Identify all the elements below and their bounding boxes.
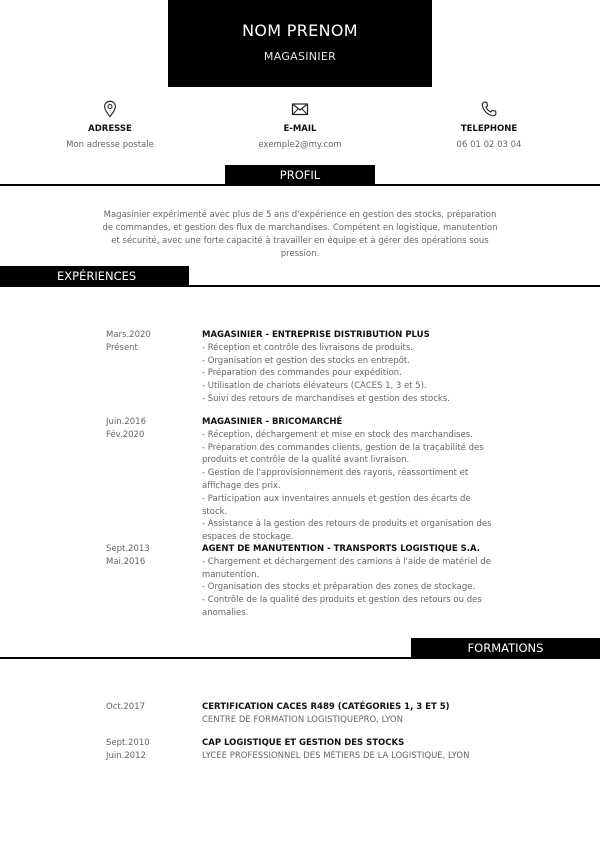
- date-start: Sept.2010: [106, 738, 150, 748]
- experience-task: - Participation aux inventaires annuels et gestion des écarts de stock.: [202, 493, 471, 517]
- section-divider: [0, 184, 600, 186]
- experience-task: - Utilisation de chariots élévateurs (CACES 1, 3 et 5).: [202, 381, 427, 392]
- job-title: MAGASINIER: [263, 50, 337, 63]
- date-end: Présent: [106, 342, 138, 353]
- contact-value: exemple2@my.com: [258, 140, 342, 150]
- contact-label: TELEPHONE: [460, 124, 518, 134]
- phone-icon: [480, 100, 498, 118]
- experience-task: - Chargement et déchargement des camions à l'aide de matériel de manutention.: [202, 556, 491, 580]
- date-end: Juin.2012: [106, 750, 146, 761]
- formation-body: [202, 701, 494, 727]
- experience-body: [202, 543, 494, 620]
- experience-title: MAGASINIER - ENTREPRISE DISTRIBUTION PLUS: [202, 330, 430, 340]
- date-end: Fév.2020: [106, 429, 145, 440]
- contact-label: ADRESSE: [88, 124, 132, 134]
- envelope-icon: [291, 100, 309, 118]
- experience-task: - Assistance à la gestion des retours de produits et organisation des espaces de stockage.: [202, 519, 492, 543]
- formation-school: LYCÉE PROFESSIONNEL DES MÉTIERS DE LA LOGISTIQUE, LYON: [202, 750, 470, 761]
- date-start: Juin.2016: [106, 417, 146, 427]
- candidate-name: NOM PRENOM: [242, 21, 358, 40]
- experience-dates: [106, 416, 196, 442]
- experience-dates: [106, 543, 196, 569]
- section-heading-profil: PROFIL: [225, 165, 375, 185]
- section-heading-formations: FORMATIONS: [411, 638, 600, 658]
- date-start: Oct.2017: [106, 702, 146, 712]
- formation-title: CERTIFICATION CACES R489 (CATÉGORIES 1, 3 ET 5): [202, 702, 450, 712]
- profile-summary: Magasinier expérimenté avec plus de 5 ans d'expérience en gestion des stocks, préparation de commandes, et gestion des flux de marchandises. Compétent en logistique, manutention et sécurité, avec une forte capacité à travailler en équipe et à gérer des opérations sous pression.: [102, 210, 498, 259]
- location-pin-icon: [103, 100, 117, 118]
- experience-task: - Organisation et gestion des stocks en entrepôt.: [202, 355, 410, 366]
- experience-title: MAGASINIER - BRICOMARCHÉ: [202, 417, 343, 427]
- experience-task: - Organisation des stocks et préparation des zones de stockage.: [202, 582, 476, 593]
- formation-school: CENTRE DE FORMATION LOGISTIQUEPRO, LYON: [202, 714, 403, 725]
- date-end: Mai.2016: [106, 556, 146, 567]
- formation-dates: [106, 701, 196, 714]
- contact-value: Mon adresse postale: [66, 140, 154, 150]
- experience-task: - Préparation des commandes pour expédition.: [202, 368, 402, 379]
- experience-task: - Contrôle de la qualité des produits et gestion des retours ou des anomalies.: [202, 595, 482, 618]
- header-name-block: [168, 0, 432, 87]
- formation-body: [202, 737, 494, 763]
- section-divider: [0, 285, 600, 287]
- date-start: Mars.2020: [106, 330, 151, 340]
- experience-dates: [106, 329, 196, 355]
- experience-body: [202, 329, 494, 406]
- experience-task: - Réception, déchargement et mise en stock des marchandises.: [202, 429, 473, 440]
- contact-label: E-MAIL: [283, 124, 317, 134]
- experience-task: - Gestion de l'approvisionnement des rayons, réassortiment et affichage des prix.: [202, 468, 469, 491]
- experience-task: - Réception et contrôle des livraisons de produits.: [202, 342, 414, 353]
- section-divider: [0, 657, 600, 659]
- experience-task: - Préparation des commandes clients, gestion de la traçabilité des produits et contrôle de la qualité avant livraison.: [202, 442, 484, 466]
- experience-task: - Suivi des retours de marchandises et gestion des stocks.: [202, 393, 450, 404]
- contact-phone: [399, 100, 579, 150]
- experience-title: AGENT DE MANUTENTION - TRANSPORTS LOGISTIQUE S.A.: [202, 544, 480, 554]
- formation-dates: [106, 737, 196, 763]
- formation-title: CAP LOGISTIQUE ET GESTION DES STOCKS: [202, 738, 405, 748]
- section-heading-experiences: EXPÉRIENCES: [0, 266, 189, 286]
- experience-body: [202, 416, 494, 544]
- date-start: Sept.2013: [106, 544, 150, 554]
- contact-address: [20, 100, 200, 150]
- contact-email: [210, 100, 390, 150]
- contact-value: 06 01 02 03 04: [456, 140, 522, 150]
